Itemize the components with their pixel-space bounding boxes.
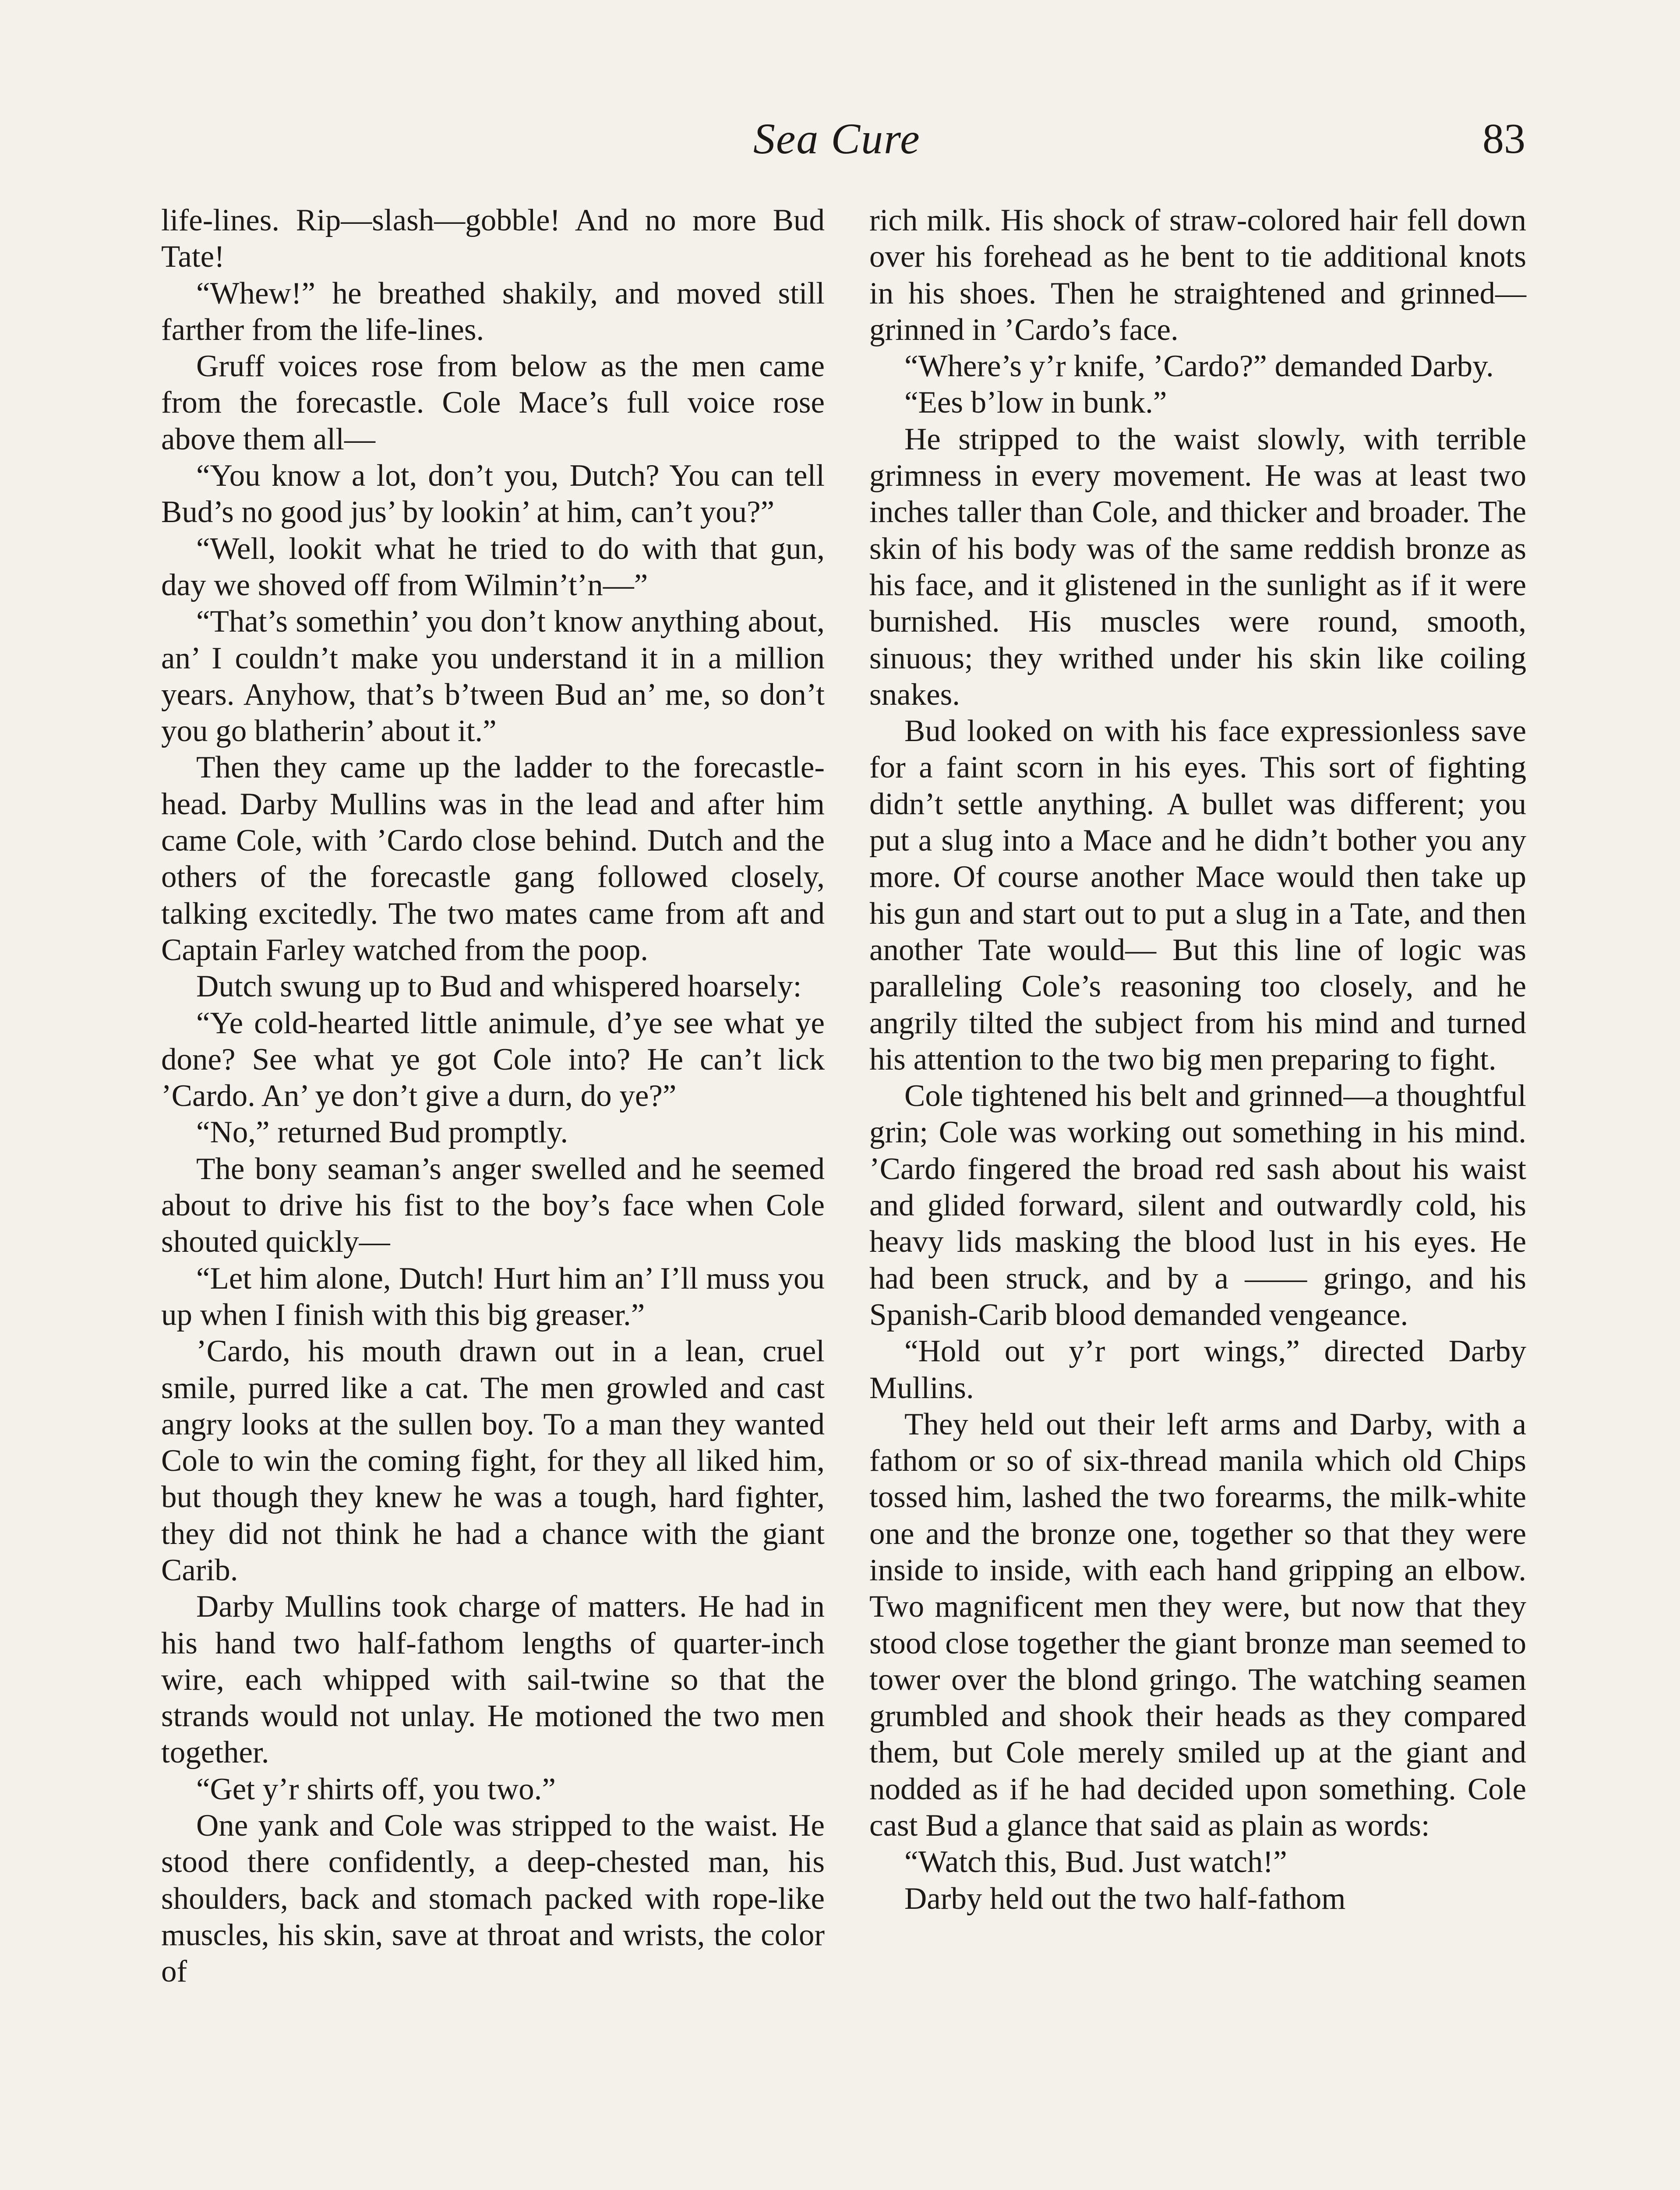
page-number: 83	[1482, 115, 1525, 162]
paragraph: Dutch swung up to Bud and whispered hoarsely:	[196, 969, 802, 1004]
paragraph: “Ees b’low in bunk.”	[904, 385, 1167, 420]
paragraph: “Where’s y’r knife, ’Cardo?” demanded Darby.	[904, 349, 1494, 384]
paragraph: “Whew!” he breathed shakily, and moved still farther from the life-lines.	[161, 276, 825, 347]
running-title: Sea Cure	[753, 114, 921, 163]
paragraph: “No,” returned Bud promptly.	[196, 1115, 568, 1150]
paragraph: Cole tightened his belt and grinned—a thoughtful grin; Cole was working out something in his mind. ’Cardo fingered the broad red sash about his waist and glided forward, silent and outwardly cold, his heavy lids masking the blood lust in his eyes. He had been struck, and by a —— gringo, and his Spanish-Carib blood demanded vengeance.	[869, 1079, 1526, 1332]
paragraph: One yank and Cole was stripped to the waist. He stood there confidently, a deep-chested man, his shoulders, back and stomach packed with rope-like muscles, his skin, save at throat and wrists, the color of	[161, 1809, 825, 1989]
paragraph: “Watch this, Bud. Just watch!”	[904, 1845, 1287, 1879]
paragraph: Gruff voices rose from below as the men came from the forecastle. Cole Mace’s full voice rose above them all—	[161, 349, 825, 456]
paragraph: “Get y’r shirts off, you two.”	[196, 1772, 556, 1806]
right-text-column	[869, 202, 1526, 1917]
paragraph: life-lines. Rip—slash—gobble! And no more Bud Tate!	[161, 203, 825, 274]
paragraph: “Ye cold-hearted little animule, d’ye see what ye done? See what ye got Cole into? He can’t lick ’Cardo. An’ ye don’t give a durn, do ye?”	[161, 1006, 825, 1113]
paragraph: He stripped to the waist slowly, with terrible grimness in every movement. He was at least two inches taller than Cole, and thicker and broader. The skin of his body was of the same reddish bronze as his face, and it glistened in the sunlight as if it were burnished. His muscles were round, smooth, sinuous; they writhed under his skin like coiling snakes.	[869, 422, 1526, 712]
paragraph: Darby held out the two half-fathom	[904, 1881, 1346, 1916]
paragraph: “Well, lookit what he tried to do with that gun, day we shoved off from Wilmin’t’n—”	[161, 531, 825, 602]
paragraph: They held out their left arms and Darby, with a fathom or so of six-thread manila which old Chips tossed him, lashed the two forearms, the milk-white one and the bronze one, together so that they were inside to inside, with each hand gripping an elbow. Two magnificent men they were, but now that they stood close together the giant bronze man seemed to tower over the blond gringo. The watching seamen grumbled and shook their heads as they compared them, but Cole merely smiled up at the giant and nodded as if he had decided upon something. Cole cast Bud a glance that said as plain as words:	[869, 1407, 1526, 1843]
paragraph: Darby Mullins took charge of matters. He had in his hand two half-fathom lengths of quarter-inch wire, each whipped with sail-twine so that the strands would not unlay. He motioned the two men together.	[161, 1590, 825, 1770]
paragraph: The bony seaman’s anger swelled and he seemed about to drive his fist to the boy’s face when Cole shouted quickly—	[161, 1152, 825, 1259]
paragraph: ’Cardo, his mouth drawn out in a lean, cruel smile, purred like a cat. The men growled and cast angry looks at the sullen boy. To a man they wanted Cole to win the coming fight, for they all liked him, but though they knew he was a tough, hard fighter, they did not think he had a chance with the giant Carib.	[161, 1334, 825, 1587]
paragraph: Bud looked on with his face expressionless save for a faint scorn in his eyes. This sort of fighting didn’t settle anything. A bullet was different; you put a slug into a Mace and he didn’t bother you any more. Of course another Mace would then take up his gun and start out to put a slug in a Tate, and then another Tate would— But this line of logic was paralleling Cole’s reasoning too closely, and he angrily tilted the subject from his mind and turned his attention to the two big men preparing to fight.	[869, 714, 1526, 1077]
paragraph: “Hold out y’r port wings,” directed Darby Mullins.	[869, 1334, 1526, 1405]
left-text-column	[161, 202, 825, 1990]
running-header	[0, 115, 1680, 163]
paragraph: Then they came up the ladder to the forecastle-head. Darby Mullins was in the lead and after him came Cole, with ’Cardo close behind. Dutch and the others of the forecastle gang followed closely, talking excitedly. The two mates came from aft and Captain Farley watched from the poop.	[161, 750, 825, 967]
paragraph: “Let him alone, Dutch! Hurt him an’ I’ll muss you up when I finish with this big greaser.”	[161, 1261, 825, 1332]
paragraph: “That’s somethin’ you don’t know anything about, an’ I couldn’t make you understand it in a million years. Anyhow, that’s b’tween Bud an’ me, so don’t you go blatherin’ about it.”	[161, 604, 825, 749]
paragraph: “You know a lot, don’t you, Dutch? You can tell Bud’s no good jus’ by lookin’ at him, can’t you?”	[161, 459, 825, 530]
paragraph: rich milk. His shock of straw-colored hair fell down over his forehead as he bent to tie additional knots in his shoes. Then he straightened and grinned—grinned in ’Cardo’s face.	[869, 203, 1526, 347]
